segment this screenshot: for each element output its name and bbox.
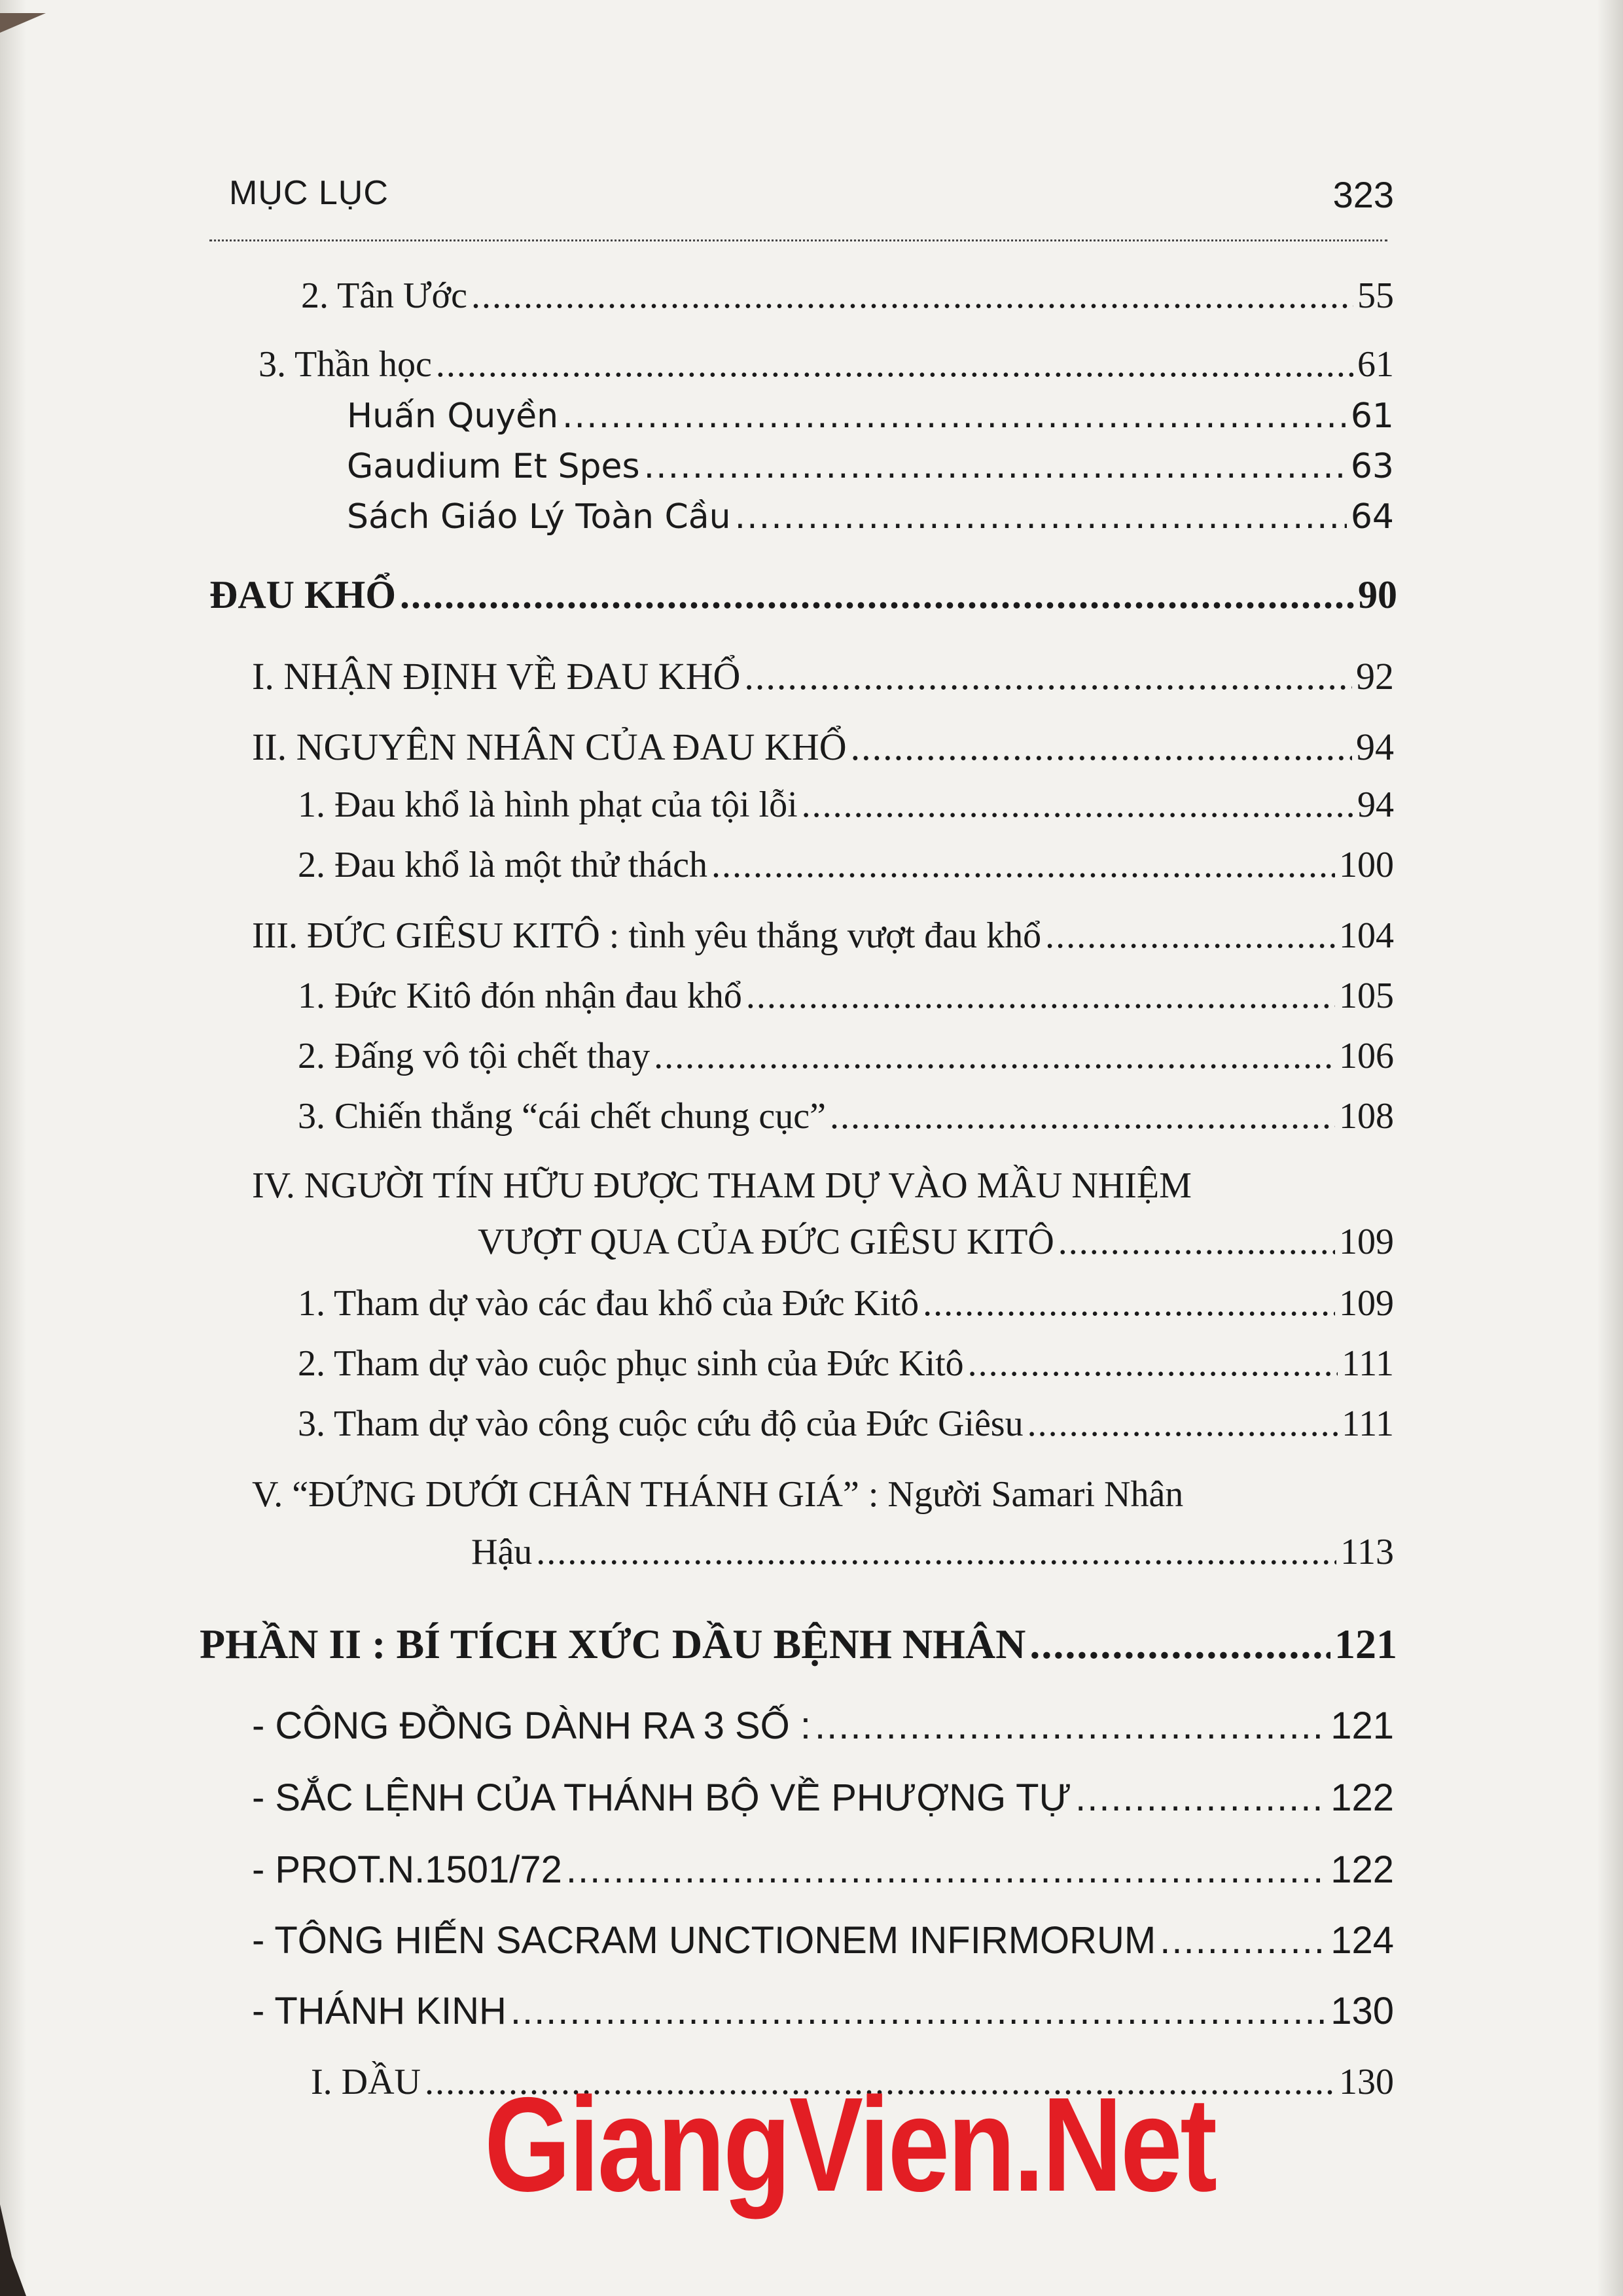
dot-leader	[923, 1282, 1335, 1324]
toc-entry	[298, 975, 1394, 1017]
toc-entry	[298, 1035, 1394, 1077]
toc-entry	[298, 1403, 1394, 1445]
header-divider	[209, 239, 1387, 241]
toc-entry-page: 124	[1330, 1919, 1394, 1962]
dot-leader	[566, 1848, 1327, 1892]
toc-entry	[347, 447, 1394, 486]
toc-entry-label: 3. Thần học	[259, 344, 432, 385]
toc-entry-label: 2. Tham dự vào cuộc phục sinh của Đức Kitô	[298, 1343, 964, 1384]
toc-entry-page: 90	[1358, 573, 1397, 616]
dot-leader	[1027, 1403, 1338, 1445]
toc-entry-label: 3. Tham dự vào công cuộc cứu độ của Đức Giêsu	[298, 1404, 1024, 1444]
watermark-logo: GiangVien.Net	[484, 2070, 1215, 2219]
page-shadow-left	[0, 0, 26, 2296]
dot-leader	[562, 397, 1347, 436]
dot-leader	[851, 725, 1352, 769]
toc-entry-label: - THÁNH KINH	[252, 1990, 507, 2032]
dot-leader	[746, 975, 1335, 1017]
toc-section-heading	[209, 573, 1397, 618]
toc-entry-page: 105	[1339, 976, 1394, 1016]
toc-entry-page: 63	[1350, 447, 1394, 486]
dot-leader	[536, 1531, 1336, 1573]
toc-entry-page: 92	[1356, 655, 1394, 698]
page-number: 323	[1332, 174, 1394, 215]
toc-entry-label: Huấn Quyền	[347, 397, 559, 436]
toc-entry-page: 64	[1350, 497, 1394, 537]
toc-entry	[252, 725, 1394, 769]
toc-entry-label: - TÔNG HIẾN SACRAM UNCTIONEM INFIRMORUM	[252, 1919, 1156, 1962]
toc-entry-label: ĐAU KHỔ	[209, 573, 396, 616]
dot-leader	[968, 1343, 1338, 1385]
toc-entry-page: 61	[1357, 344, 1394, 385]
toc-entry-label: - PROT.N.1501/72	[252, 1848, 562, 1891]
dot-leader	[654, 1035, 1335, 1077]
page-header	[229, 173, 1394, 219]
toc-entry-label: 3. Chiến thắng “cái chết chung cục”	[298, 1096, 826, 1137]
toc-entry-page: 94	[1357, 785, 1394, 825]
toc-entry-page: 106	[1339, 1036, 1394, 1076]
toc-entry	[252, 1848, 1394, 1892]
dot-leader	[1160, 1918, 1327, 1962]
toc-entry-label: - SẮC LỆNH CỦA THÁNH BỘ VỀ PHƯỢNG TỰ	[252, 1776, 1072, 1819]
toc-entry	[471, 1531, 1394, 1573]
dot-leader	[735, 497, 1347, 537]
dot-leader	[471, 275, 1353, 317]
toc-entry	[252, 1776, 1394, 1820]
toc-entry-label: I. DẦU	[311, 2062, 421, 2102]
binding-corner-mark	[0, 13, 46, 33]
toc-entry-page: 122	[1330, 1776, 1394, 1819]
toc-entry	[347, 497, 1394, 537]
toc-entry-label: Hậu	[471, 1532, 533, 1572]
toc-entry	[252, 1704, 1394, 1748]
dot-leader	[815, 1704, 1327, 1748]
toc-entry-page: 130	[1339, 2062, 1394, 2102]
toc-entry	[301, 275, 1394, 317]
toc-entry	[298, 844, 1394, 886]
dot-leader	[1075, 1776, 1327, 1820]
toc-entry	[298, 784, 1394, 826]
toc-entry-page: 122	[1330, 1848, 1394, 1891]
toc-entry	[252, 654, 1394, 698]
toc-entry-page: 61	[1350, 397, 1394, 436]
toc-entry	[298, 1343, 1394, 1385]
toc-entry-page: 55	[1357, 275, 1394, 316]
toc-entry-page: 108	[1339, 1096, 1394, 1137]
dot-leader	[1058, 1221, 1335, 1263]
toc-entry-page: 109	[1339, 1222, 1394, 1262]
toc-entry-page: 94	[1356, 726, 1394, 768]
toc-entry-label: 2. Đau khổ là một thử thách	[298, 845, 708, 885]
dot-leader	[1029, 1620, 1330, 1669]
dot-leader	[400, 573, 1354, 618]
toc-entry-label: Sách Giáo Lý Toàn Cầu	[347, 497, 731, 537]
toc-entry-label-line1: IV. NGƯỜI TÍN HỮU ĐƯỢC THAM DỰ VÀO MẦU NHIỆM	[252, 1165, 1192, 1206]
toc-entry-label: 1. Tham dự vào các đau khổ của Đức Kitô	[298, 1283, 919, 1324]
toc-entry-label: 2. Đấng vô tội chết thay	[298, 1036, 651, 1076]
toc-entry-label: III. ĐỨC GIÊSU KITÔ : tình yêu thắng vượt đau khổ	[252, 915, 1042, 956]
toc-entry-page: 121	[1330, 1704, 1394, 1747]
dot-leader	[1045, 915, 1335, 957]
toc-entry	[298, 1282, 1394, 1324]
toc-entry	[252, 1989, 1394, 2033]
toc-entry-label: VƯỢT QUA CỦA ĐỨC GIÊSU KITÔ	[478, 1222, 1054, 1262]
toc-entry-page: 121	[1334, 1621, 1397, 1667]
toc-entry-label: 2. Tân Ước	[301, 275, 467, 316]
running-title: MỤC LỤC	[229, 174, 389, 212]
toc-entry-label: II. NGUYÊN NHÂN CỦA ĐAU KHỔ	[252, 726, 847, 768]
toc-entry-page: 100	[1339, 845, 1394, 885]
dot-leader	[436, 344, 1353, 385]
dot-leader	[830, 1095, 1335, 1137]
toc-entry-page: 130	[1330, 1990, 1394, 2032]
toc-entry	[259, 344, 1394, 385]
toc-entry	[252, 1918, 1394, 1962]
toc-entry-label: 1. Đức Kitô đón nhận đau khổ	[298, 976, 742, 1016]
toc-entry-label: I. NHẬN ĐỊNH VỀ ĐAU KHỔ	[252, 655, 741, 698]
toc-entry-page: 109	[1339, 1283, 1394, 1324]
dot-leader	[711, 844, 1335, 886]
page-shadow-right	[1597, 0, 1623, 2296]
toc-entry	[252, 915, 1394, 957]
toc-entry-label: PHẦN II : BÍ TÍCH XỨC DẦU BỆNH NHÂN	[200, 1621, 1026, 1667]
toc-entry-page: 111	[1342, 1343, 1394, 1384]
toc-entry-page: 104	[1339, 915, 1394, 956]
binding-corner-mark	[0, 2204, 26, 2296]
toc-entry	[478, 1221, 1394, 1263]
toc-entry-label: Gaudium Et Spes	[347, 447, 640, 486]
dot-leader	[744, 654, 1352, 698]
toc-entry-label-line1: V. “ĐỨNG DƯỚI CHÂN THÁNH GIÁ” : Người Samari Nhân	[252, 1474, 1184, 1515]
toc-entry-label: - CÔNG ĐỒNG DÀNH RA 3 SỐ :	[252, 1704, 811, 1747]
toc-entry-label: 1. Đau khổ là hình phạt của tội lỗi	[298, 785, 798, 825]
toc-entry	[347, 397, 1394, 436]
toc-entry-page: 113	[1340, 1532, 1394, 1572]
toc-part-heading	[200, 1620, 1397, 1669]
toc-entry-page: 111	[1342, 1404, 1394, 1444]
dot-leader	[644, 447, 1347, 486]
dot-leader	[510, 1989, 1327, 2033]
toc-entry	[298, 1095, 1394, 1137]
dot-leader	[802, 784, 1353, 826]
